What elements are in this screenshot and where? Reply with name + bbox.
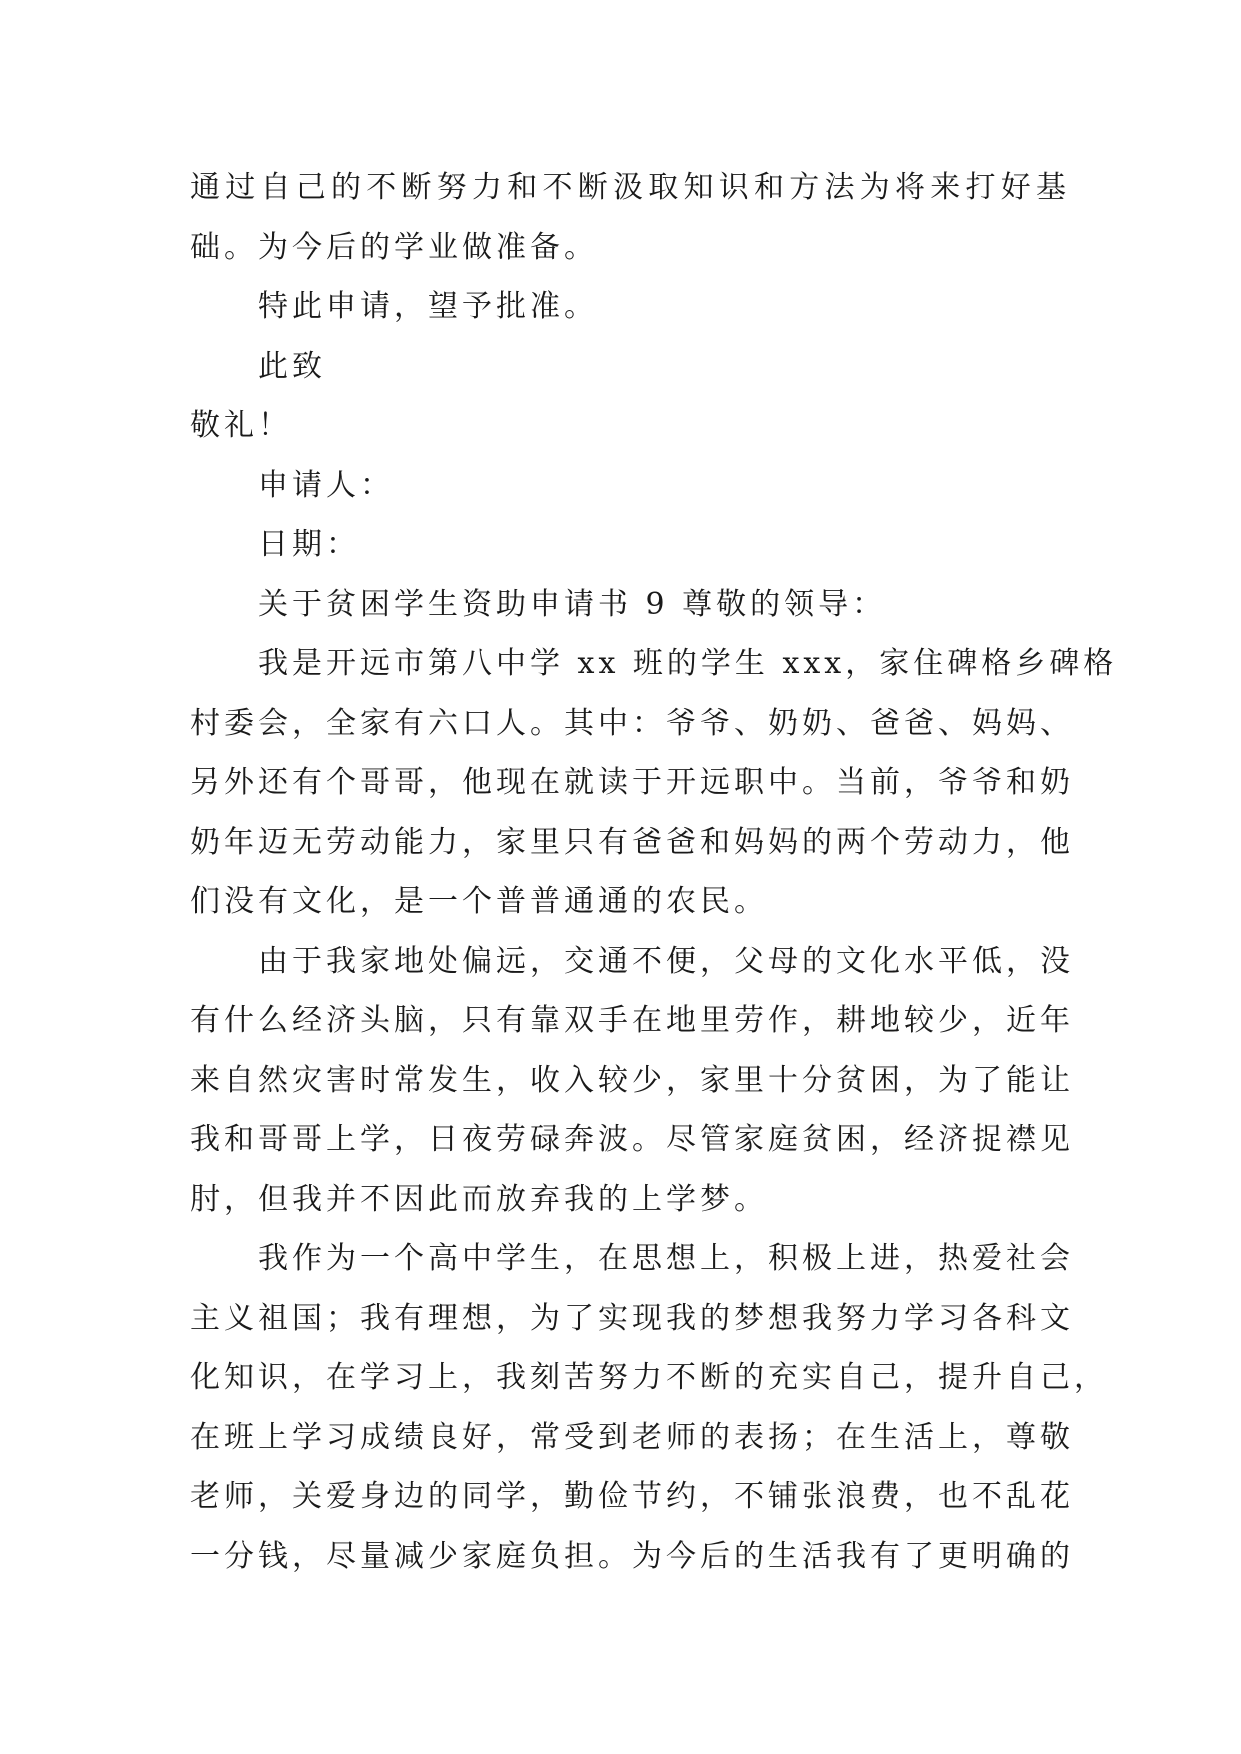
text-line: 由于我家地处偏远，交通不便，父母的文化水平低，没	[258, 943, 1074, 979]
text-line: 村委会，全家有六口人。其中：爷爷、奶奶、爸爸、妈妈、	[190, 705, 1074, 741]
text-line: 通过自己的不断努力和不断汲取知识和方法为将来打好基	[190, 170, 1070, 205]
text-line: 日期：	[258, 527, 360, 562]
text-line: 申请人：	[258, 467, 394, 503]
text-line: 我作为一个高中学生，在思想上，积极上进，热爱社会	[258, 1241, 1074, 1276]
text-line: 在班上学习成绩良好，常受到老师的表扬；在生活上，尊敬	[190, 1419, 1074, 1455]
text-line: 们没有文化，是一个普普通通的农民。	[190, 884, 768, 919]
text-line: 特此申请，望予批准。	[258, 289, 598, 324]
text-line: 主义祖国；我有理想，为了实现我的梦想我努力学习各科文	[190, 1300, 1074, 1336]
text-line: 老师，关爱身边的同学，勤俭节约，不铺张浪费，也不乱花	[190, 1479, 1074, 1514]
text-line: 础。为今后的学业做准备。	[190, 229, 598, 265]
text-line: 奶年迈无劳动能力，家里只有爸爸和妈妈的两个劳动力，他	[190, 824, 1074, 860]
text-line: 另外还有个哥哥，他现在就读于开远职中。当前，爷爷和奶	[190, 765, 1074, 800]
text-line: 肘，但我并不因此而放弃我的上学梦。	[190, 1181, 768, 1217]
text-line: 我是开远市第八中学 xx 班的学生 xxx，家住碑格乡碑格	[258, 646, 1118, 681]
text-line: 我和哥哥上学，日夜劳碌奔波。尽管家庭贫困，经济捉襟见	[190, 1122, 1074, 1157]
text-line: 此致	[258, 348, 326, 384]
document-body	[190, 158, 1118, 1586]
text-line: 化知识，在学习上，我刻苦努力不断的充实自己，提升自己，	[190, 1360, 1108, 1395]
text-line: 敬礼！	[190, 408, 292, 443]
text-line: 有什么经济头脑，只有靠双手在地里劳作，耕地较少，近年	[190, 1003, 1074, 1038]
text-line: 来自然灾害时常发生，收入较少，家里十分贫困，为了能让	[190, 1062, 1074, 1098]
text-line: 一分钱，尽量减少家庭负担。为今后的生活我有了更明确的	[190, 1538, 1074, 1574]
text-line: 关于贫困学生资助申请书 9 尊敬的领导：	[258, 586, 887, 622]
